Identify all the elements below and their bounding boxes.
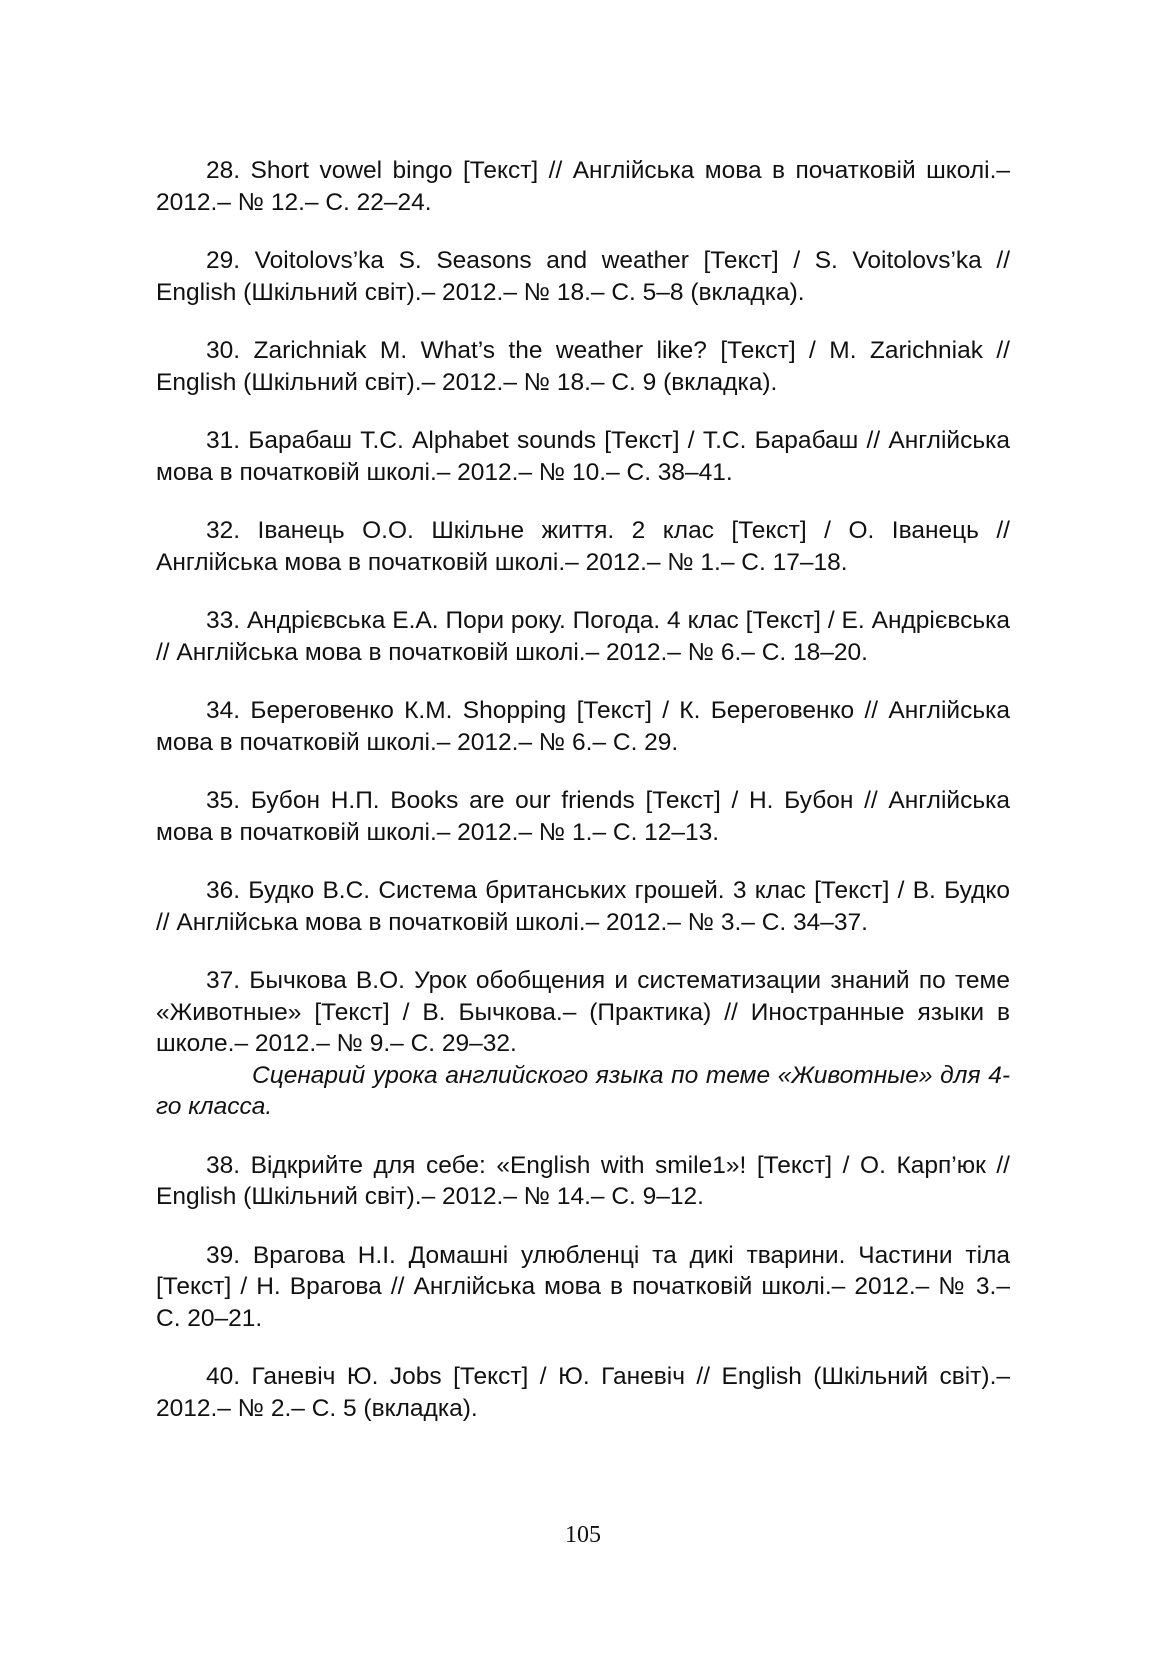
bibliography-list <box>156 155 1010 1451</box>
bibliography-entry-39: 39. Врагова Н.І. Домашні улюбленці та дикі тварини. Частини тіла [Текст] / Н. Врагова // Англійська мова в початковій школі.– 2012.– № 3.– С. 20–21. <box>156 1241 1010 1332</box>
bibliography-entry-28: 28. Short vowel bingo [Текст] // Англійська мова в початковій школі.– 2012.– № 12.– С. 22–24. <box>156 157 1010 216</box>
bibliography-entry-40: 40. Ганевіч Ю. Jobs [Текст] / Ю. Ганевіч // English (Шкільний світ).– 2012.– № 2.– С. 5 (вкладка). <box>156 1363 1010 1422</box>
bibliography-entry-35: 35. Бубон Н.П. Books are our friends [Текст] / Н. Бубон // Англійська мова в початковій школі.– 2012.– № 1.– С. 12–13. <box>156 787 1010 846</box>
bibliography-entry-36: 36. Будко В.С. Система британських грошей. 3 клас [Текст] / В. Будко // Англійська мова в початковій школі.– 2012.– № 3.– С. 34–37. <box>156 877 1010 936</box>
bibliography-entry-34: 34. Береговенко К.М. Shopping [Текст] / К. Береговенко // Англійська мова в початковій школі.– 2012.– № 6.– С. 29. <box>156 697 1010 756</box>
bibliography-entry-29: 29. Voitolovs’ka S. Seasons and weather [Текст] / S. Voitolovs’ka // English (Шкільний світ).– 2012.– № 18.– С. 5–8 (вкладка). <box>156 247 1010 306</box>
page-number: 105 <box>565 1522 601 1548</box>
bibliography-entry-30: 30. Zarichniak M. What’s the weather like? [Текст] / M. Zarichniak // English (Шкільний світ).– 2012.– № 18.– С. 9 (вкладка). <box>156 337 1010 396</box>
entry-annotation: Сценарий урока английского языка по теме «Животные» для 4-го класса. <box>156 1061 1010 1120</box>
bibliography-entry-33: 33. Андрієвська Е.А. Пори року. Погода. 4 клас [Текст] / Е. Андрієвська // Англійська мова в початковій школі.– 2012.– № 6.– С. 18–20. <box>156 607 1010 666</box>
bibliography-entry-37-group <box>156 965 1010 1123</box>
bibliography-entry-31: 31. Барабаш Т.С. Alphabet sounds [Текст] / Т.С. Барабаш // Англійська мова в початковій школі.– 2012.– № 10.– С. 38–41. <box>156 427 1010 486</box>
bibliography-entry-38: 38. Відкрийте для себе: «English with smile1»! [Текст] / О. Карп’юк // English (Шкільний світ).– 2012.– № 14.– С. 9–12. <box>156 1151 1010 1210</box>
bibliography-entry-37: 37. Бычкова В.О. Урок обобщения и систематизации знаний по теме «Животные» [Текст] / В. Бычкова.– (Практика) // Иностранные языки в школе.– 2012.– № 9.– С. 29–32. <box>156 967 1010 1057</box>
bibliography-entry-32: 32. Іванець О.О. Шкільне життя. 2 клас [Текст] / О. Іванець // Англійська мова в початковій школі.– 2012.– № 1.– С. 17–18. <box>156 517 1010 576</box>
